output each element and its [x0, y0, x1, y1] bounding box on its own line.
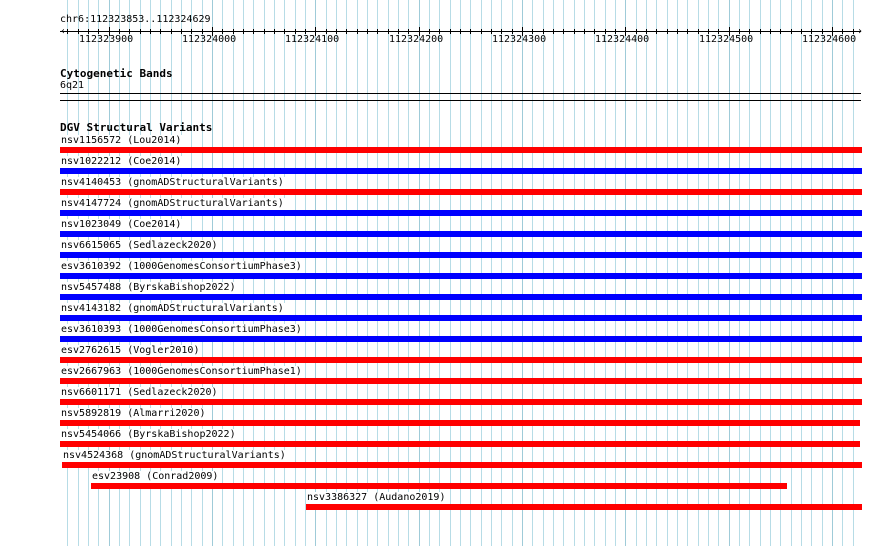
- dgv-feature-label[interactable]: nsv3386327 (Audano2019): [307, 492, 446, 503]
- ruler-tick-label: 112323900: [79, 34, 134, 45]
- ruler-tick-label: 112324000: [182, 34, 237, 45]
- dgv-feature-bar[interactable]: [60, 441, 860, 447]
- dgv-feature-bar[interactable]: [60, 378, 862, 384]
- ruler-minor-tick: [656, 29, 657, 34]
- ruler-minor-tick: [677, 29, 678, 34]
- dgv-feature-label[interactable]: esv2762615 (Vogler2010): [61, 345, 200, 356]
- ruler-minor-tick: [140, 29, 141, 34]
- ruler-tick-label: 112324200: [389, 34, 444, 45]
- ruler-minor-tick: [160, 29, 161, 34]
- dgv-feature-bar[interactable]: [91, 483, 787, 489]
- ruler-minor-tick: [357, 29, 358, 34]
- cytoband-bar-bottom: [60, 100, 861, 101]
- dgv-feature-label[interactable]: nsv4524368 (gnomADStructuralVariants): [63, 450, 286, 461]
- dgv-feature-bar[interactable]: [60, 336, 862, 342]
- ruler-minor-tick: [460, 29, 461, 34]
- ruler-minor-tick: [563, 29, 564, 34]
- dgv-feature-label[interactable]: esv23908 (Conrad2009): [92, 471, 219, 482]
- ruler-minor-tick: [553, 29, 554, 34]
- dgv-feature-label[interactable]: nsv5454066 (ByrskaBishop2022): [61, 429, 236, 440]
- ruler-minor-tick: [171, 29, 172, 34]
- dgv-feature-bar[interactable]: [60, 315, 862, 321]
- ruler-minor-tick: [470, 29, 471, 34]
- ruler-minor-tick: [274, 29, 275, 34]
- dgv-feature-bar[interactable]: [60, 357, 862, 363]
- dgv-feature-bar[interactable]: [62, 462, 862, 468]
- dgv-feature-label[interactable]: nsv1022212 (Coe2014): [61, 156, 182, 167]
- ruler-tick-label: 112324500: [699, 34, 754, 45]
- dgv-feature-label[interactable]: nsv4143182 (gnomADStructuralVariants): [61, 303, 284, 314]
- ruler-minor-tick: [791, 29, 792, 34]
- ruler-tick-label: 112324100: [285, 34, 340, 45]
- ruler-minor-tick: [667, 29, 668, 34]
- ruler-tick-label: 112324600: [802, 34, 857, 45]
- dgv-feature-label[interactable]: nsv6601171 (Sedlazeck2020): [61, 387, 218, 398]
- ruler-minor-tick: [377, 29, 378, 34]
- dgv-feature-label[interactable]: nsv5892819 (Almarri2020): [61, 408, 206, 419]
- ruler-minor-tick: [584, 29, 585, 34]
- ruler-minor-tick: [687, 29, 688, 34]
- ruler-minor-tick: [264, 29, 265, 34]
- dgv-feature-label[interactable]: nsv4140453 (gnomADStructuralVariants): [61, 177, 284, 188]
- ruler-minor-tick: [760, 29, 761, 34]
- dgv-feature-bar[interactable]: [306, 504, 862, 510]
- ruler-minor-tick: [150, 29, 151, 34]
- ruler-minor-tick: [780, 29, 781, 34]
- dgv-feature-label[interactable]: nsv5457488 (ByrskaBishop2022): [61, 282, 236, 293]
- ruler-minor-tick: [367, 29, 368, 34]
- ruler-tick-label: 112324400: [595, 34, 650, 45]
- dgv-feature-bar[interactable]: [60, 252, 862, 258]
- cytobands-track-title: Cytogenetic Bands: [60, 67, 173, 80]
- cytoband-bar-top: [60, 93, 861, 94]
- ruler-minor-tick: [770, 29, 771, 34]
- ruler-minor-tick: [450, 29, 451, 34]
- dgv-feature-label[interactable]: nsv4147724 (gnomADStructuralVariants): [61, 198, 284, 209]
- dgv-feature-bar[interactable]: [60, 231, 862, 237]
- ruler-minor-tick: [574, 29, 575, 34]
- dgv-feature-label[interactable]: nsv6615065 (Sedlazeck2020): [61, 240, 218, 251]
- ruler-minor-tick: [481, 29, 482, 34]
- dgv-feature-label[interactable]: nsv1156572 (Lou2014): [61, 135, 182, 146]
- dgv-feature-label[interactable]: esv2667963 (1000GenomesConsortiumPhase1): [61, 366, 302, 377]
- ruler-minor-tick: [253, 29, 254, 34]
- dgv-feature-bar[interactable]: [60, 147, 862, 153]
- dgv-feature-bar[interactable]: [60, 168, 862, 174]
- ruler-minor-tick: [243, 29, 244, 34]
- arrow-right-icon: ›: [857, 26, 864, 37]
- cytoband-label[interactable]: 6q21: [60, 80, 85, 91]
- dgv-feature-bar[interactable]: [60, 294, 862, 300]
- region-label: chr6:112323853..112324629: [60, 14, 211, 25]
- ruler-minor-tick: [67, 29, 68, 34]
- dgv-feature-bar[interactable]: [60, 210, 862, 216]
- dgv-feature-label[interactable]: esv3610392 (1000GenomesConsortiumPhase3): [61, 261, 302, 272]
- dgv-feature-bar[interactable]: [60, 189, 862, 195]
- arrow-left-icon: ‹: [60, 26, 67, 37]
- ruler-minor-tick: [346, 29, 347, 34]
- dgv-track-title: DGV Structural Variants: [60, 121, 213, 134]
- dgv-feature-bar[interactable]: [60, 399, 862, 405]
- dgv-feature-bar[interactable]: [60, 420, 860, 426]
- ruler-tick-label: 112324300: [492, 34, 547, 45]
- dgv-feature-label[interactable]: esv3610393 (1000GenomesConsortiumPhase3): [61, 324, 302, 335]
- dgv-feature-label[interactable]: nsv1023049 (Coe2014): [61, 219, 182, 230]
- dgv-feature-bar[interactable]: [60, 273, 862, 279]
